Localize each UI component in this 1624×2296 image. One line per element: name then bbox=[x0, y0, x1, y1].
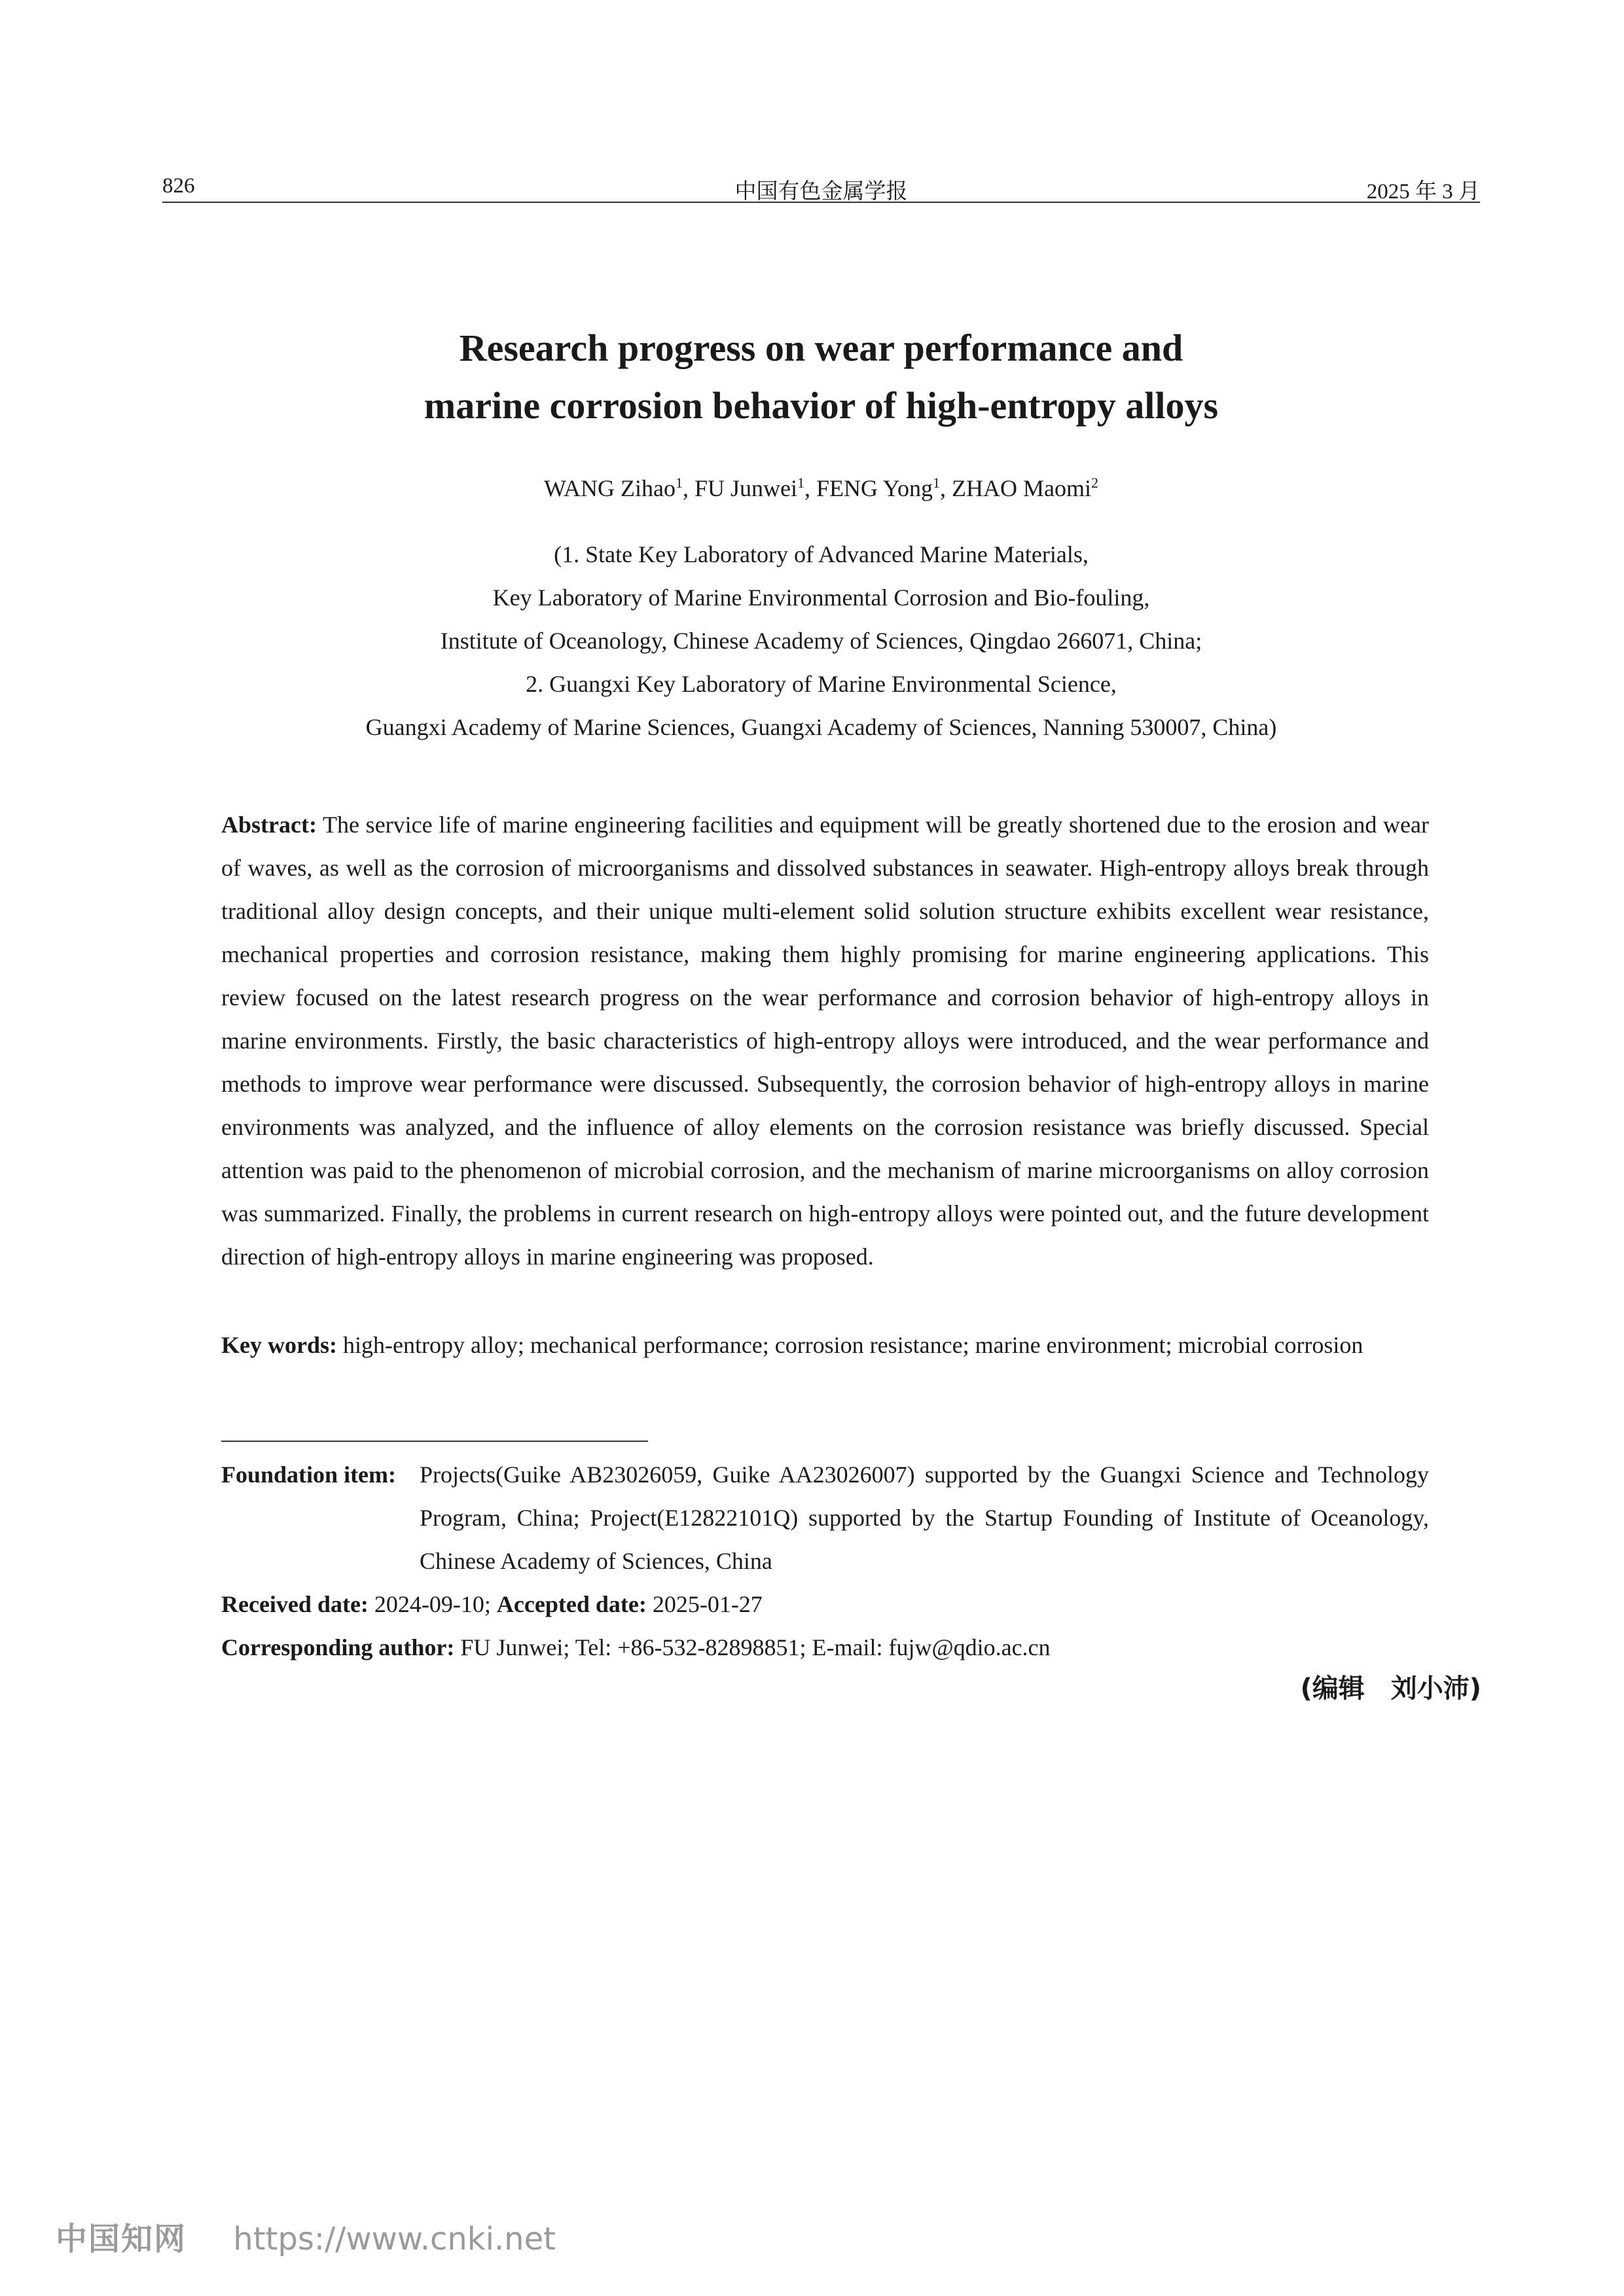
abstract-label: Abstract: bbox=[221, 812, 317, 838]
accepted-date: 2025-01-27 bbox=[652, 1591, 763, 1617]
corresponding-author bbox=[221, 1626, 1051, 1669]
title-line-2: marine corrosion behavior of high-entropy alloys bbox=[424, 384, 1219, 427]
author-separator: , bbox=[804, 475, 816, 501]
editor-note: (编辑 刘小沛) bbox=[1300, 1674, 1481, 1704]
affiliation-line: 2. Guangxi Key Laboratory of Marine Environmental Science, bbox=[526, 671, 1117, 697]
author-separator: , bbox=[940, 475, 952, 501]
received-label: Received date: bbox=[221, 1591, 369, 1617]
corresponding-label: Corresponding author: bbox=[221, 1634, 455, 1660]
author-affiliation-mark: 1 bbox=[797, 475, 804, 491]
keywords-label: Key words: bbox=[221, 1332, 337, 1358]
author-affiliation-mark: 2 bbox=[1091, 475, 1099, 491]
affiliations bbox=[162, 533, 1480, 749]
keywords bbox=[221, 1323, 1429, 1367]
corresponding-text: FU Junwei; Tel: +86-532-82898851; E-mail: fujw@qdio.ac.cn bbox=[460, 1634, 1051, 1660]
affiliation-line: Key Laboratory of Marine Environmental Corrosion and Bio-fouling, bbox=[492, 584, 1150, 611]
received-dates bbox=[221, 1583, 763, 1626]
running-header bbox=[162, 171, 1480, 203]
author-name: FENG Yong bbox=[816, 475, 933, 501]
watermark-cnki-name: 中国知网 bbox=[56, 2221, 187, 2257]
received-date: 2024-09-10; bbox=[374, 1591, 491, 1617]
foundation-item bbox=[221, 1453, 1429, 1583]
foundation-text: Projects(Guike AB23026059, Guike AA23026007) supported by the Guangxi Science and Technology Program, China; Project(E12822101Q) supported by the Startup Founding of Institute of Oceanology, Chinese Academy of Sciences, China bbox=[420, 1462, 1429, 1574]
author-name: FU Junwei bbox=[694, 475, 797, 501]
author-name: WANG Zihao bbox=[543, 475, 676, 501]
title-line-1: Research progress on wear performance and bbox=[459, 327, 1183, 369]
affiliation-line: Guangxi Academy of Marine Sciences, Guangxi Academy of Sciences, Nanning 530007, China) bbox=[365, 714, 1277, 740]
footnote-divider bbox=[221, 1441, 648, 1442]
author-separator: , bbox=[682, 475, 695, 501]
paper-title bbox=[162, 319, 1480, 435]
keywords-text: high-entropy alloy; mechanical performance; corrosion resistance; marine environment; microbial corrosion bbox=[342, 1332, 1363, 1358]
abstract-text: The service life of marine engineering facilities and equipment will be greatly shortened due to the erosion and wear of waves, as well as the corrosion of microorganisms and dissolved substances in seawater. High-entropy alloys break through traditional alloy design concepts, and their unique multi-element solid solution structure exhibits excellent wear resistance, mechanical properties and corrosion resistance, making them highly promising for marine engineering applications. This review focused on the latest research progress on the wear performance and corrosion behavior of high-entropy alloys in marine environments. Firstly, the basic characteristics of high-entropy alloys were introduced, and the wear performance and methods to improve wear performance were discussed. Subsequently, the corrosion behavior of high-entropy alloys in marine environments was analyzed, and the influence of alloy elements on the corrosion resistance was briefly discussed. Special attention was paid to the phenomenon of microbial corrosion, and the mechanism of marine microorganisms on alloy corrosion was summarized. Finally, the problems in current research on high-entropy alloys were pointed out, and the future development direction of high-entropy alloys in marine engineering was proposed. bbox=[221, 812, 1430, 1270]
abstract bbox=[221, 803, 1429, 1278]
affiliation-line: (1. State Key Laboratory of Advanced Marine Materials, bbox=[554, 541, 1089, 567]
page-number: 826 bbox=[162, 174, 195, 198]
author-list bbox=[162, 475, 1480, 502]
foundation-label: Foundation item: bbox=[221, 1462, 397, 1488]
affiliation-line: Institute of Oceanology, Chinese Academy of Sciences, Qingdao 266071, China; bbox=[440, 628, 1202, 654]
author-affiliation-mark: 1 bbox=[933, 475, 941, 491]
journal-name: 中国有色金属学报 bbox=[734, 180, 908, 204]
cnki-watermark bbox=[56, 2214, 556, 2259]
author-affiliation-mark: 1 bbox=[675, 475, 683, 491]
accepted-label: Accepted date: bbox=[496, 1591, 647, 1617]
issue-date: 2025 年 3 月 bbox=[1366, 180, 1480, 204]
watermark-url[interactable]: https://www.cnki.net bbox=[233, 2221, 556, 2257]
author-name: ZHAO Maomi bbox=[952, 475, 1092, 501]
